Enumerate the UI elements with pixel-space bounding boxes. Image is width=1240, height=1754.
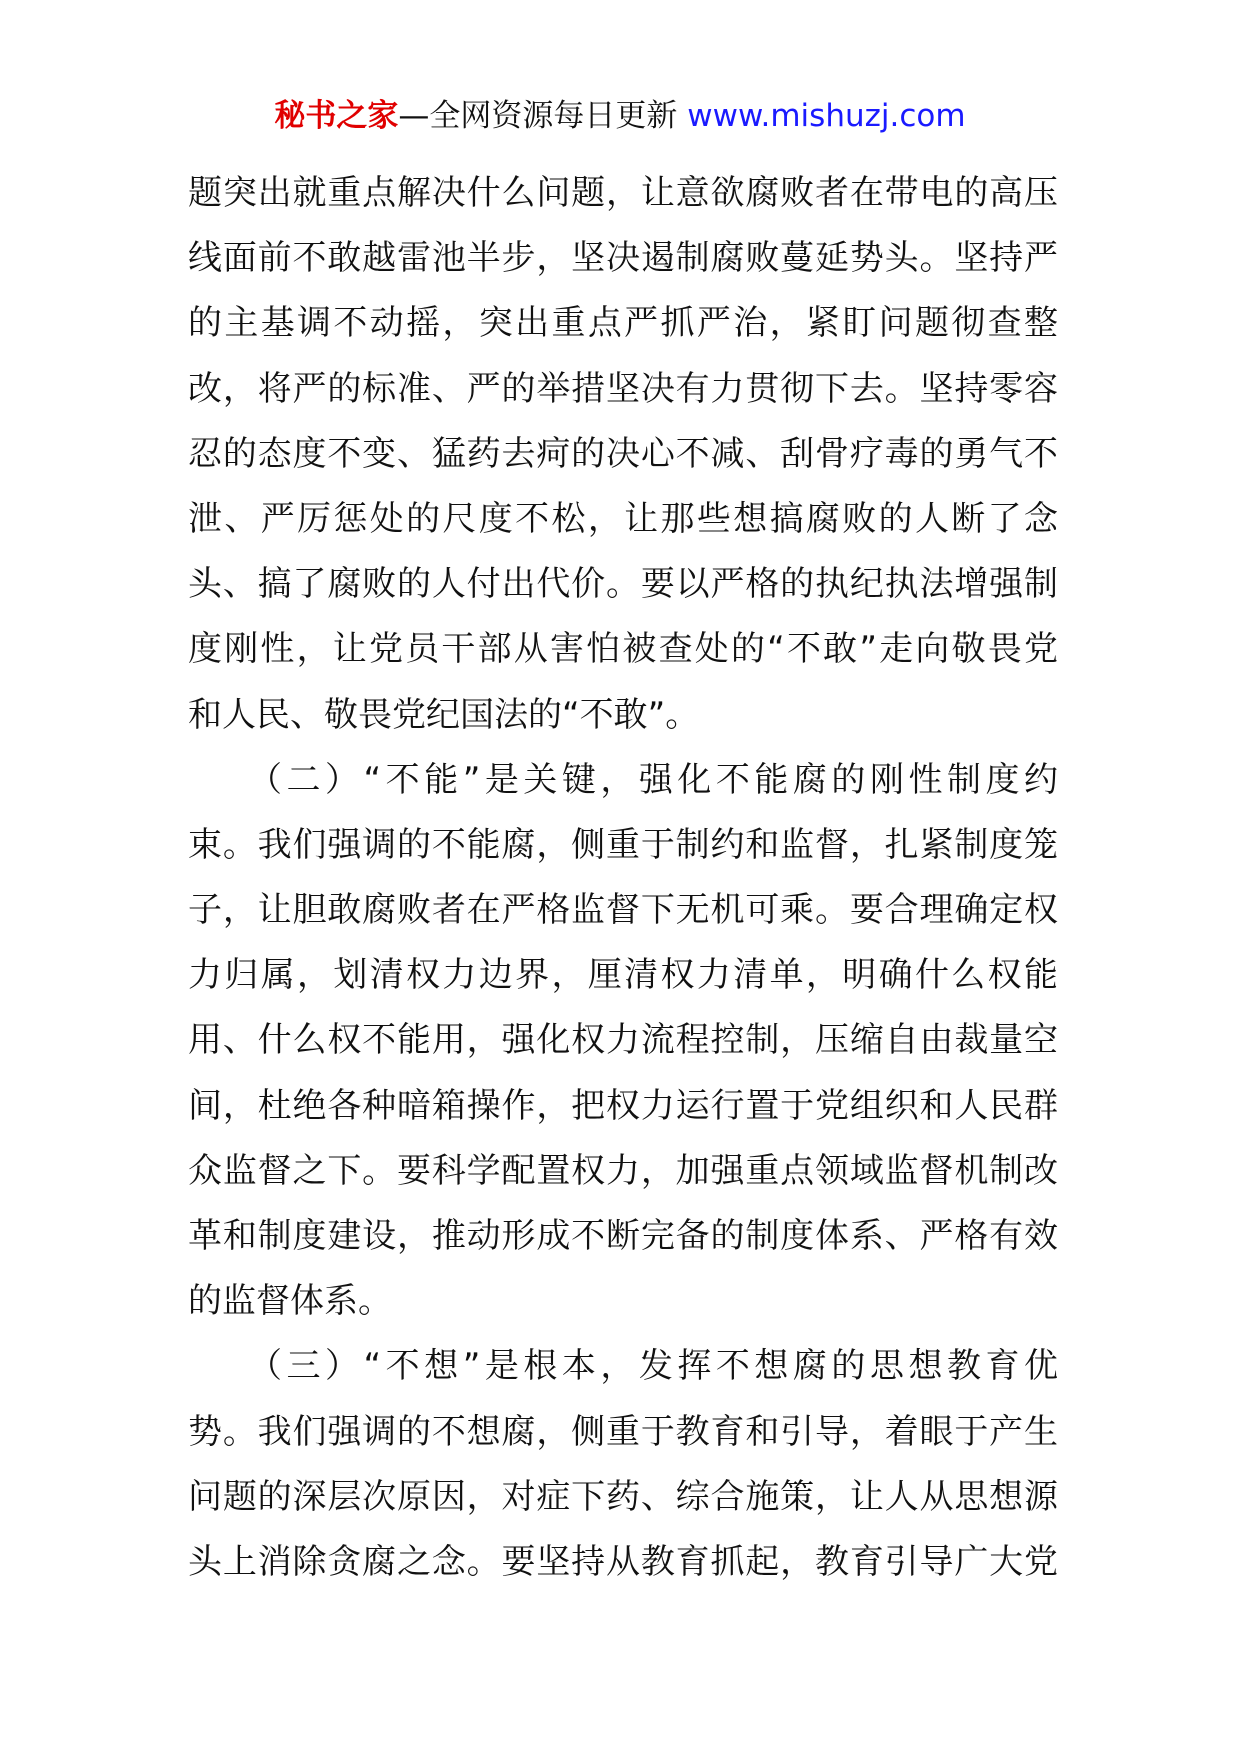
section-heading-line: （二）“不能”是关键，强化不能腐的刚性制度约	[188, 759, 1058, 800]
site-header	[0, 96, 1240, 136]
text-line: 间，杜绝各种暗箱操作，把权力运行置于党组织和人民群	[188, 1085, 1058, 1126]
text-line: 问题的深层次原因，对症下药、综合施策，让人从思想源	[188, 1476, 1058, 1517]
text-line: 线面前不敢越雷池半步，坚决遏制腐败蔓延势头。坚持严	[188, 238, 1058, 279]
site-url-link[interactable]: www.mishuzj.com	[687, 98, 966, 134]
text-line: 忍的态度不变、猛药去疴的决心不减、刮骨疗毒的勇气不	[188, 433, 1058, 474]
site-tagline: —全网资源每日更新	[398, 98, 678, 134]
text-line: 革和制度建设，推动形成不断完备的制度体系、严格有效	[188, 1216, 1058, 1256]
text-line: 势。我们强调的不想腐，侧重于教育和引导，着眼于产生	[188, 1411, 1058, 1452]
text-line: 子，让胆敢腐败者在严格监督下无机可乘。要合理确定权	[188, 890, 1058, 931]
text-line: 头、搞了腐败的人付出代价。要以严格的执纪执法增强制	[188, 564, 1058, 605]
text-line: 用、什么权不能用，强化权力流程控制，压缩自由裁量空	[188, 1020, 1058, 1061]
paragraph-end-line: 的监督体系。	[188, 1281, 392, 1322]
text-line: 束。我们强调的不能腐，侧重于制约和监督，扎紧制度笼	[188, 824, 1058, 865]
document-body	[188, 161, 1058, 1595]
section-heading-line: （三）“不想”是根本，发挥不想腐的思想教育优	[188, 1346, 1058, 1387]
text-line: 泄、严厉惩处的尺度不松，让那些想搞腐败的人断了念	[188, 498, 1058, 539]
text-line: 度刚性，让党员干部从害怕被查处的“不敢”走向敬畏党	[188, 629, 1058, 670]
text-line: 力归属，划清权力边界，厘清权力清单，明确什么权能	[188, 955, 1058, 996]
text-line: 众监督之下。要科学配置权力，加强重点领域监督机制改	[188, 1150, 1058, 1191]
text-line: 改，将严的标准、严的举措坚决有力贯彻下去。坚持零容	[188, 368, 1058, 409]
text-line: 头上消除贪腐之念。要坚持从教育抓起，教育引导广大党	[188, 1541, 1058, 1582]
paragraph-end-line: 和人民、敬畏党纪国法的“不敢”。	[188, 694, 700, 735]
site-brand: 秘书之家	[274, 98, 399, 134]
text-line: 题突出就重点解决什么问题，让意欲腐败者在带电的高压	[188, 173, 1058, 213]
text-line: 的主基调不动摇，突出重点严抓严治，紧盯问题彻查整	[188, 303, 1058, 344]
